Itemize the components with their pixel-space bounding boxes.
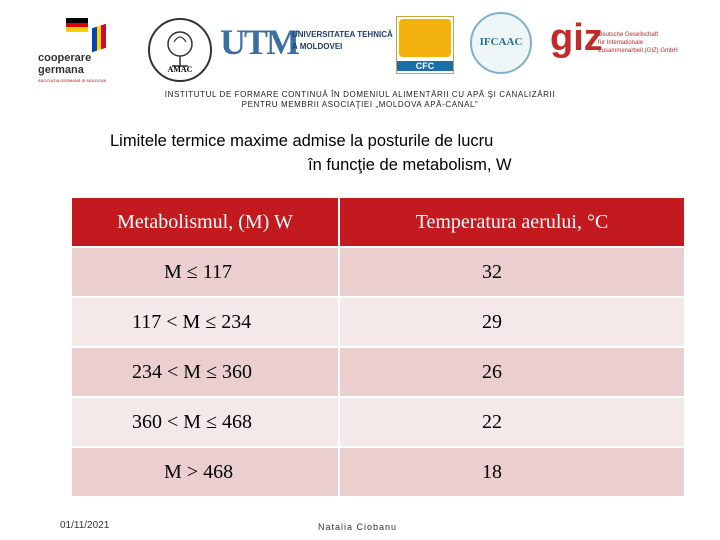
utm-mark: UTM bbox=[220, 22, 298, 62]
amac-text: AMAC bbox=[167, 65, 193, 74]
metabolism-cell: 234 < M ≤ 360 bbox=[72, 348, 340, 396]
thermal-limits-table bbox=[72, 198, 684, 498]
temperature-cell: 29 bbox=[340, 298, 684, 346]
amac-logo bbox=[148, 18, 212, 82]
temperature-cell: 26 bbox=[340, 348, 684, 396]
utm-text-line2: A MOLDOVEI bbox=[292, 42, 343, 51]
ifcaac-logo bbox=[470, 12, 532, 74]
germany-flag-icon bbox=[66, 18, 88, 32]
giz-mark: giz bbox=[550, 17, 603, 59]
table-row bbox=[72, 398, 684, 448]
institute-name-line1: INSTITUTUL DE FORMARE CONTINUĂ ÎN DOMENIUL ALIMENTĂRII CU APĂ ŞI CANALIZĂRII bbox=[164, 90, 556, 99]
giz-logo bbox=[550, 17, 710, 70]
metabolism-cell: M > 468 bbox=[72, 448, 340, 496]
temperature-cell: 32 bbox=[340, 248, 684, 296]
table-row bbox=[72, 298, 684, 348]
footer-date: 01/11/2021 bbox=[60, 520, 110, 531]
temperature-cell: 18 bbox=[340, 448, 684, 496]
slide-title-line2: în funcţie de metabolism, W bbox=[308, 156, 512, 174]
table-row bbox=[72, 348, 684, 398]
metabolism-cell: M ≤ 117 bbox=[72, 248, 340, 296]
metabolism-cell: 117 < M ≤ 234 bbox=[72, 298, 340, 346]
cooperare-germana-logo bbox=[36, 18, 126, 83]
utm-logo bbox=[220, 22, 400, 62]
giz-text-line3: Zusammenarbeit (GIZ) GmbH bbox=[598, 48, 678, 54]
coop-text-line3: ASOCIAȚIA GERMANĂ ŞI MOLDOVA bbox=[38, 78, 107, 83]
header-temperature: Temperatura aerului, °C bbox=[340, 198, 684, 246]
table-row bbox=[72, 248, 684, 298]
cfc-logo bbox=[396, 16, 454, 74]
institute-name-line2: PENTRU MEMBRII ASOCIAŢIEI „MOLDOVA APĂ-CANAL” bbox=[241, 100, 479, 109]
giz-text-line1: Deutsche Gesellschaft bbox=[598, 32, 659, 38]
header-metabolism: Metabolismul, (M) W bbox=[72, 198, 340, 246]
coop-text-line2: germana bbox=[38, 64, 84, 76]
slide-title-line1: Limitele termice maxime admise la posturile de lucru bbox=[110, 132, 494, 150]
temperature-cell: 22 bbox=[340, 398, 684, 446]
giz-text-line2: für Internationale bbox=[598, 40, 644, 46]
utm-text-line1: UNIVERSITATEA TEHNICĂ bbox=[292, 30, 393, 39]
table-row bbox=[72, 448, 684, 498]
ifcaac-text: IFCAAC bbox=[479, 36, 523, 48]
logo-bar bbox=[0, 0, 720, 90]
table-header-row bbox=[72, 198, 684, 248]
moldova-flag-icon bbox=[92, 24, 106, 53]
footer-author: Natalia Ciobanu bbox=[318, 522, 398, 532]
coop-text-line1: cooperare bbox=[38, 52, 92, 64]
cfc-text: CFC bbox=[397, 61, 453, 71]
cfc-emblem-icon bbox=[399, 19, 451, 57]
metabolism-cell: 360 < M ≤ 468 bbox=[72, 398, 340, 446]
